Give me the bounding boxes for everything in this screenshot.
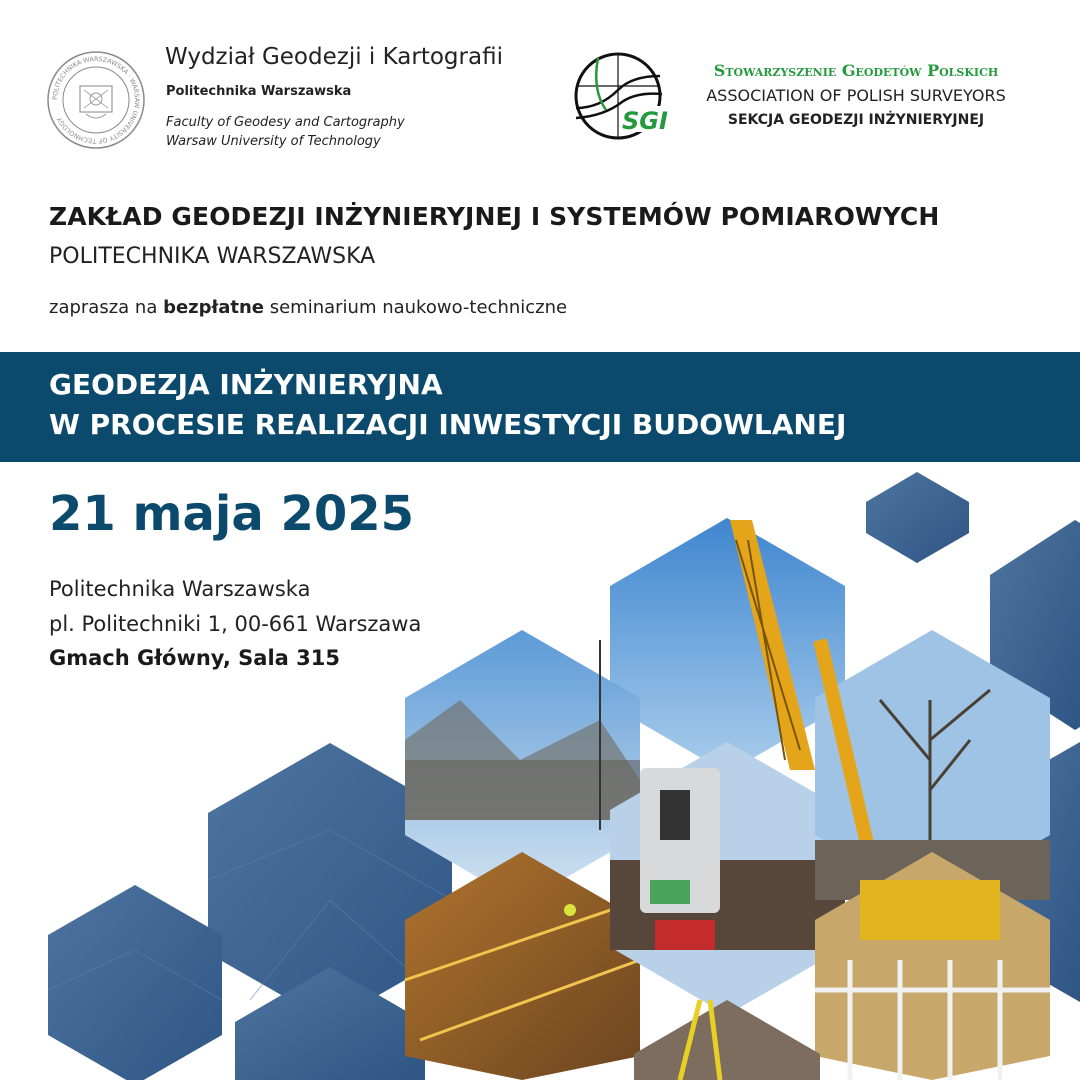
seal-text: POLITECHNIKA WARSZAWSKA · WARSAW UNIVERSITY OF TECHNOLOGY [50, 54, 142, 146]
department-university: POLITECHNIKA WARSZAWSKA [49, 244, 376, 269]
hexagon-photo-collage [0, 462, 1080, 1080]
venue-name: Politechnika Warszawska [49, 577, 311, 601]
university-seal-logo [46, 50, 146, 150]
department-name: ZAKŁAD GEODEZJI INŻYNIERYJNEJ I SYSTEMÓW POMIAROWYCH [49, 202, 940, 231]
event-date: 21 maja 2025 [49, 486, 415, 542]
invitation-before: zaprasza na [49, 297, 164, 318]
photo-hexagon-tripod [634, 1000, 820, 1080]
sgi-logo-text: SGI [622, 107, 668, 135]
seminar-title-line2: W PROCESIE REALIZACJI INWESTYCJI BUDOWLANEJ [49, 408, 847, 441]
seminar-title-line1: GEODEZJA INŻYNIERYJNA [49, 368, 443, 401]
university-english-name: Warsaw University of Technology [166, 134, 381, 149]
photo-hexagon-crane [610, 518, 845, 773]
association-name: Stowarzyszenie Geodetów Polskich [713, 61, 999, 80]
svg-text:POLITECHNIKA WARSZAWSKA · WARS [51, 55, 141, 145]
invitation-text [49, 297, 567, 318]
faculty-university: Politechnika Warszawska [166, 84, 352, 99]
venue-room: Gmach Główny, Sala 315 [49, 646, 340, 670]
decor-hexagon [866, 472, 969, 563]
faculty-english-name: Faculty of Geodesy and Cartography [166, 115, 405, 130]
venue-address: pl. Politechniki 1, 00-661 Warszawa [49, 612, 422, 636]
photo-hexagon-total-station [610, 742, 845, 1015]
invitation-free-word: bezpłatne [163, 297, 264, 318]
invitation-after: seminarium naukowo-techniczne [264, 297, 568, 318]
association-english-name: ASSOCIATION OF POLISH SURVEYORS [706, 86, 1006, 105]
sgi-logo [570, 50, 670, 142]
decor-hexagon [48, 885, 222, 1080]
association-section: SEKCJA GEODEZJI INŻYNIERYJNEJ [727, 112, 985, 128]
faculty-title: Wydział Geodezji i Kartografii [165, 44, 503, 70]
